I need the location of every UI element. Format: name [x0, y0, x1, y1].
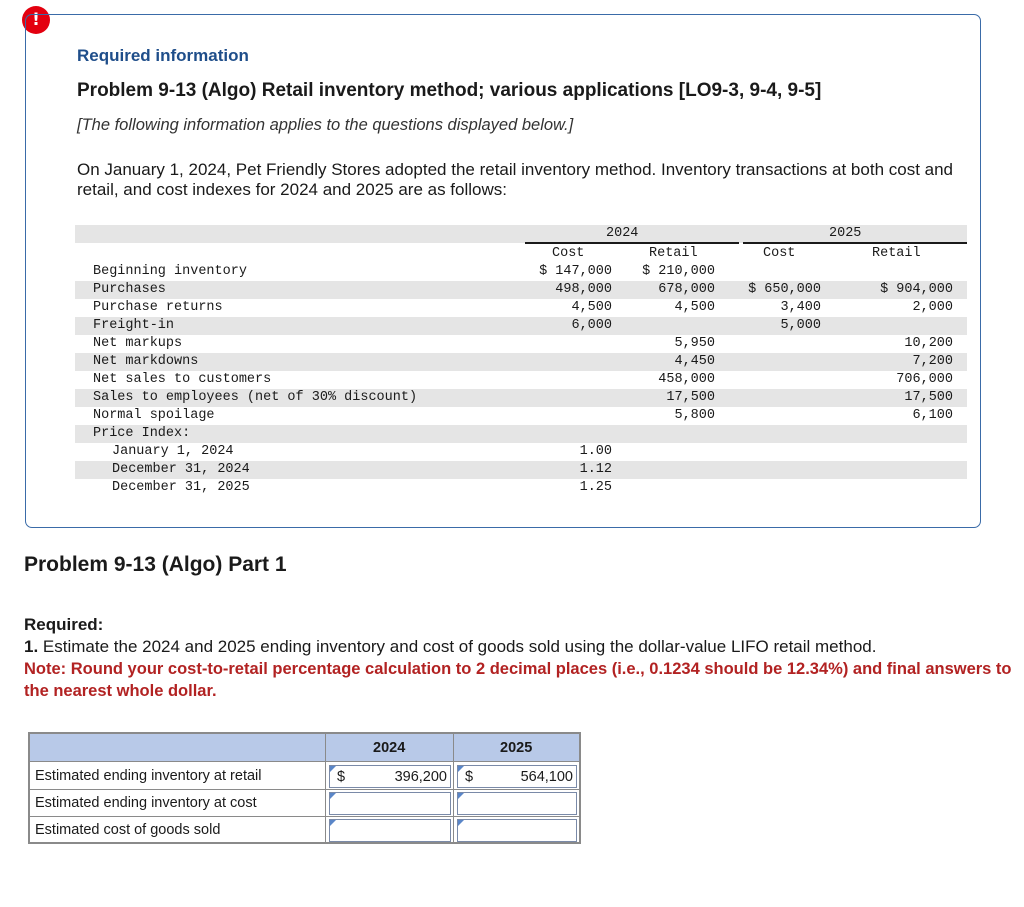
retail-2024-value: 4,450 — [674, 354, 715, 369]
table-row — [75, 317, 967, 335]
table-row — [75, 263, 967, 281]
retail-2024-value: 458,000 — [658, 372, 715, 387]
table-row — [75, 425, 967, 443]
row-label: Purchases — [93, 282, 166, 297]
col-retail-2025: Retail — [872, 246, 921, 261]
problem-title: Problem 9-13 (Algo) Retail inventory method; various applications [LO9-3, 9-4, 9-5] — [77, 80, 822, 101]
row-label: Net markdowns — [93, 354, 199, 369]
alert-icon: ! — [22, 6, 50, 34]
info-note: [The following information applies to the questions displayed below.] — [77, 116, 574, 134]
answer-row-label: Estimated ending inventory at cost — [35, 795, 257, 811]
answer-table-header — [30, 734, 579, 762]
cost-2024-value: 6,000 — [571, 318, 612, 333]
cost-2024-value: 4,500 — [571, 300, 612, 315]
input-marker-icon — [330, 820, 336, 826]
answer-input-cost-2024[interactable] — [329, 792, 451, 815]
year-2024-label: 2024 — [606, 226, 639, 241]
retail-2024-value: 4,500 — [674, 300, 715, 315]
retail-2025-value: 6,100 — [912, 408, 953, 423]
input-marker-icon — [458, 820, 464, 826]
cost-2025-value: 5,000 — [780, 318, 821, 333]
cost-2024-value: 1.12 — [579, 462, 612, 477]
retail-2024-value: 678,000 — [658, 282, 715, 297]
answer-row-label: Estimated cost of goods sold — [35, 822, 221, 838]
retail-2025-value: 7,200 — [912, 354, 953, 369]
year-2024-rule — [525, 242, 739, 244]
row-label: December 31, 2025 — [112, 480, 250, 495]
requirement-1 — [24, 637, 876, 657]
table-row — [75, 389, 967, 407]
row-label: Net sales to customers — [93, 372, 272, 387]
part-title: Problem 9-13 (Algo) Part 1 — [24, 553, 287, 576]
row-label: Sales to employees (net of 30% discount) — [93, 390, 418, 405]
retail-2025-value: $ 904,000 — [880, 282, 953, 297]
retail-2024-value: $ 210,000 — [642, 264, 715, 279]
row-label: Freight-in — [93, 318, 175, 333]
cost-2025-value: 3,400 — [780, 300, 821, 315]
answer-col-2024: 2024 — [373, 740, 406, 756]
row-label: Purchase returns — [93, 300, 223, 315]
retail-2025-value: 10,200 — [904, 336, 953, 351]
answer-value: 564,100 — [520, 769, 573, 785]
col-cost-2024: Cost — [552, 246, 585, 261]
input-marker-icon — [330, 793, 336, 799]
input-marker-icon — [458, 766, 464, 772]
table-year-header — [75, 225, 967, 243]
table-row — [75, 407, 967, 425]
answer-input-cogs-2025[interactable] — [457, 819, 577, 842]
row-label: Net markups — [93, 336, 183, 351]
requirement-text: Estimate the 2024 and 2025 ending inventory and cost of goods sold using the dollar-value LIFO retail method. — [42, 637, 877, 656]
table-row — [75, 335, 967, 353]
required-label: Required: — [24, 615, 104, 634]
retail-2024-value: 17,500 — [666, 390, 715, 405]
row-label: Price Index: — [93, 426, 191, 441]
cost-2024-value: 1.25 — [579, 480, 612, 495]
year-2025-rule — [743, 242, 967, 244]
cost-2024-value: $ 147,000 — [539, 264, 612, 279]
answer-col-2025: 2025 — [500, 740, 533, 756]
row-label: Normal spoilage — [93, 408, 215, 423]
retail-2025-value: 706,000 — [896, 372, 953, 387]
problem-intro: On January 1, 2024, Pet Friendly Stores adopted the retail inventory method. Inventory transactions at both cost and retail, and cost indexes for 2024 and 2025 are as follows: — [77, 160, 954, 199]
answer-input-retail-2024[interactable] — [329, 765, 451, 788]
retail-2025-value: 17,500 — [904, 390, 953, 405]
answer-row-label: Estimated ending inventory at retail — [35, 768, 262, 784]
cost-2025-value: $ 650,000 — [748, 282, 821, 297]
row-label: Beginning inventory — [93, 264, 247, 279]
input-marker-icon — [458, 793, 464, 799]
col-retail-2024: Retail — [649, 246, 698, 261]
answer-table — [28, 732, 581, 844]
answer-input-cogs-2024[interactable] — [329, 819, 451, 842]
table-row — [75, 371, 967, 389]
table-row — [75, 281, 967, 299]
col-cost-2025: Cost — [763, 246, 796, 261]
table-row — [75, 461, 967, 479]
table-row — [75, 353, 967, 371]
cost-2024-value: 498,000 — [555, 282, 612, 297]
answer-input-retail-2025[interactable] — [457, 765, 577, 788]
row-label: January 1, 2024 — [112, 444, 234, 459]
row-label: December 31, 2024 — [112, 462, 250, 477]
retail-2024-value: 5,800 — [674, 408, 715, 423]
retail-2024-value: 5,950 — [674, 336, 715, 351]
rounding-note: Note: Round your cost-to-retail percentage calculation to 2 decimal places (i.e., 0.1234 should be 12.34%) and final answers to the nearest whole dollar. — [24, 660, 1012, 700]
table-row — [75, 479, 967, 497]
table-column-header — [75, 245, 967, 263]
year-2025-label: 2025 — [829, 226, 862, 241]
requirement-number: 1. — [24, 637, 39, 656]
table-row — [75, 299, 967, 317]
answer-row-cost — [30, 790, 579, 817]
answer-value: 396,200 — [394, 769, 447, 785]
input-marker-icon — [330, 766, 336, 772]
answer-row-retail — [30, 763, 579, 790]
answer-input-cost-2025[interactable] — [457, 792, 577, 815]
table-row — [75, 443, 967, 461]
answer-row-cogs — [30, 817, 579, 844]
required-information-heading: Required information — [77, 46, 249, 65]
dollar-sign: $ — [465, 769, 474, 785]
cost-2024-value: 1.00 — [579, 444, 612, 459]
dollar-sign: $ — [337, 769, 346, 785]
retail-2025-value: 2,000 — [912, 300, 953, 315]
